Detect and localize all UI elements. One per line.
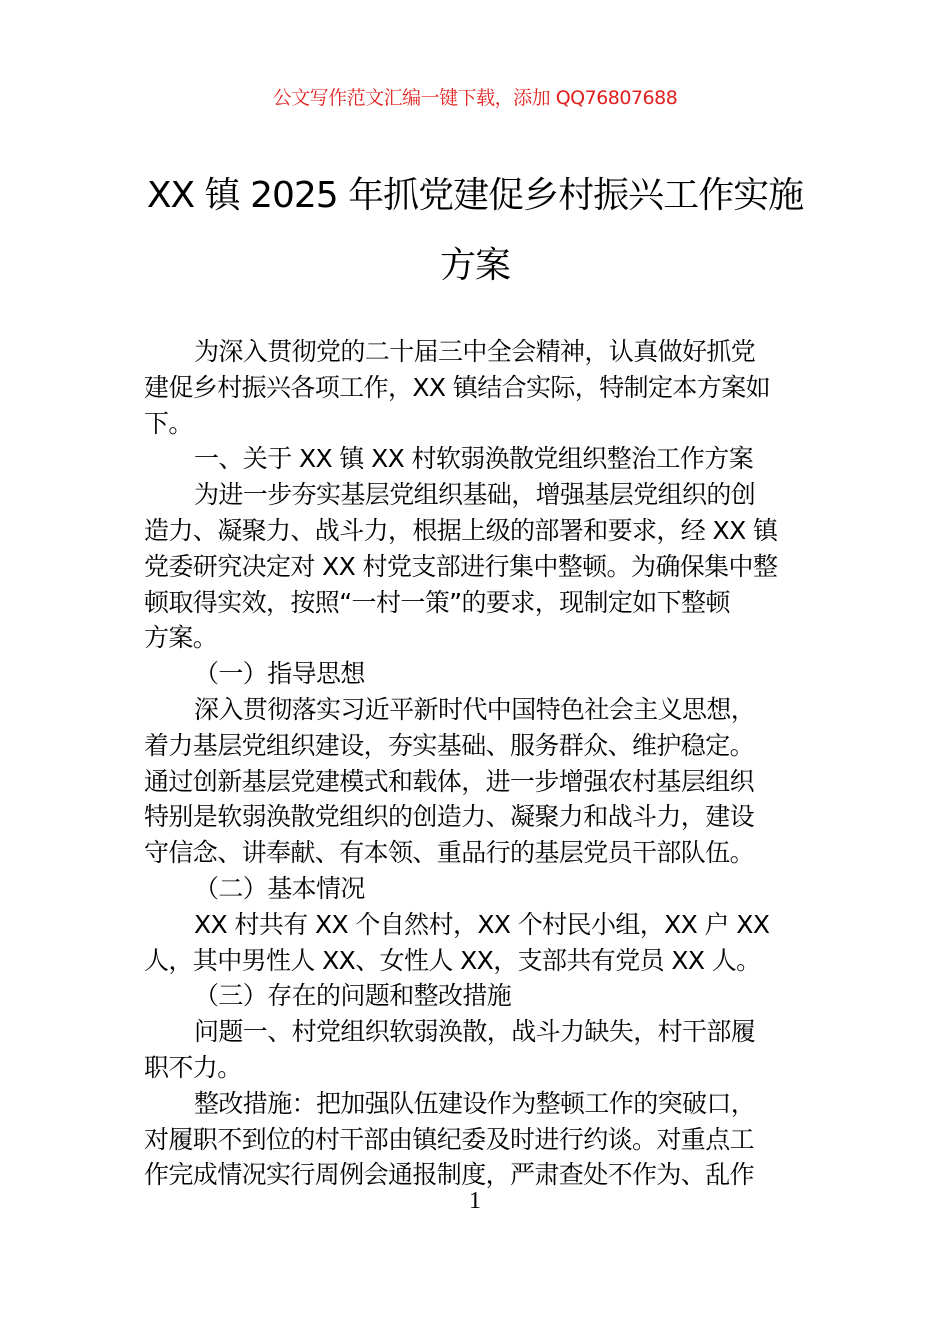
paragraph-intro-line: 下。 [144, 408, 193, 438]
paragraph-line: 通过创新基层党建模式和载体，进一步增强农村基层组织 [144, 766, 755, 796]
paragraph-line: 造力、凝聚力、战斗力，根据上级的部署和要求，经 XX 镇 [144, 515, 778, 545]
paragraph-line: 人，其中男性人 XX、女性人 XX，支部共有党员 XX 人。 [144, 945, 761, 975]
section-heading-1: 一、关于 XX 镇 XX 村软弱涣散党组织整治工作方案 [194, 444, 754, 474]
paragraph-intro-line: 建促乡村振兴各项工作，XX 镇结合实际，特制定本方案如 [144, 372, 771, 402]
document-body [144, 334, 808, 1193]
paragraph-line: 整改措施：把加强队伍建设作为整顿工作的突破口， [194, 1088, 756, 1118]
document-title-line-1: XX 镇 2025 年抓党建促乡村振兴工作实施 [146, 175, 804, 216]
paragraph-line: 作完成情况实行周例会通报制度，严肃查处不作为、乱作 [144, 1160, 755, 1190]
paragraph-line: XX 村共有 XX 个自然村，XX 个村民小组，XX 户 XX [194, 909, 770, 939]
paragraph-line: 问题一、村党组织软弱涣散，战斗力缺失，村干部履 [194, 1017, 756, 1047]
download-notice: 公文写作范文汇编一键下载，添加 QQ76807688 [272, 87, 678, 109]
paragraph-intro-line: 为深入贯彻党的二十届三中全会精神，认真做好抓党 [194, 337, 756, 366]
subsection-heading-guiding-ideology: （一）指导思想 [194, 659, 365, 689]
subsection-heading-problems-measures: （三）存在的问题和整改措施 [194, 981, 512, 1011]
paragraph-line: 为进一步夯实基层党组织基础，增强基层党组织的创 [194, 480, 756, 510]
subsection-heading-basic-situation: （二）基本情况 [194, 873, 365, 903]
paragraph-line: 顿取得实效，按照“一村一策”的要求，现制定如下整顿 [144, 587, 730, 617]
paragraph-line: 深入贯彻落实习近平新时代中国特色社会主义思想， [194, 694, 756, 724]
paragraph-line: 方案。 [144, 623, 218, 653]
paragraph-line: 职不力。 [144, 1052, 242, 1082]
paragraph-line: 守信念、讲奉献、有本领、重品行的基层党员干部队伍。 [144, 838, 755, 868]
paragraph-line: 着力基层党组织建设，夯实基础、服务群众、维护稳定。 [144, 730, 755, 760]
document-title-line-2: 方案 [439, 245, 510, 286]
paragraph-line: 特别是软弱涣散党组织的创造力、凝聚力和战斗力，建设 [144, 802, 755, 832]
paragraph-line: 对履职不到位的村干部由镇纪委及时进行约谈。对重点工 [144, 1124, 755, 1154]
page-number: 1 [469, 1188, 481, 1214]
paragraph-line: 党委研究决定对 XX 村党支部进行集中整顿。为确保集中整 [144, 551, 778, 581]
